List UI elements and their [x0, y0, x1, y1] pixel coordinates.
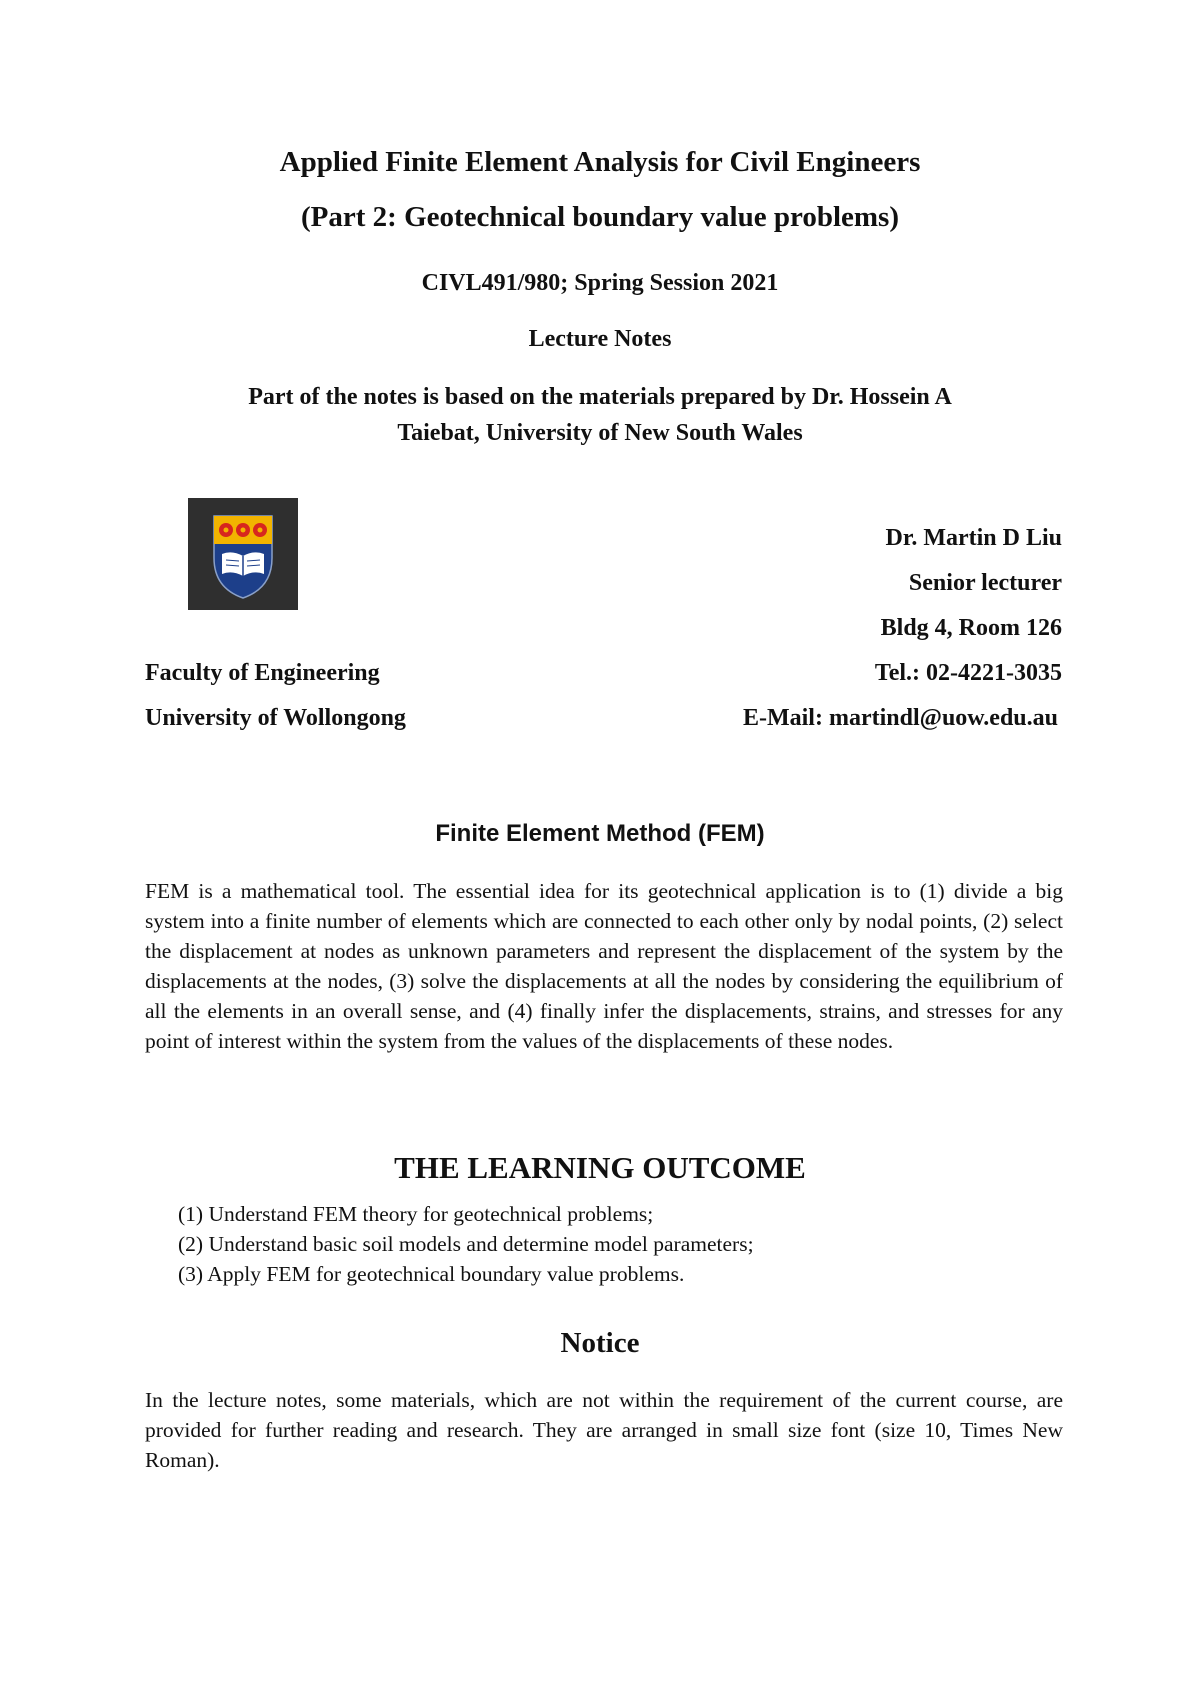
- lecturer-office: Bldg 4, Room 126: [880, 615, 1062, 641]
- lecturer-position: Senior lecturer: [908, 570, 1062, 596]
- course-code: CIVL491/980; Spring Session 2021: [421, 270, 779, 296]
- prepared-by-line-2: Taiebat, University of New South Wales: [397, 420, 803, 446]
- fem-heading: Finite Element Method (FEM): [435, 820, 765, 847]
- list-item: (1) Understand FEM theory for geotechnical problems;: [178, 1202, 654, 1226]
- university-name: University of Wollongong: [145, 705, 406, 731]
- lecturer-name: Dr. Martin D Liu: [885, 525, 1062, 551]
- fem-description: FEM is a mathematical tool. The essential idea for its geotechnical application is to (1) divide a big system into a finite number of elements which are connected to each other only by nodal points, (2) select the displacement at nodes as unknown parameters and represent the displacement of the system by the displacements at the nodes, (3) solve the displacements at all the nodes by considering the equilibrium of all the elements in an overall sense, and (4) finally infer the displacements, strains, and stresses for any point of interest within the system from the values of the displacements of these nodes.: [145, 879, 1063, 1053]
- prepared-by-note: [170, 379, 1030, 451]
- faculty-name: Faculty of Engineering: [145, 660, 380, 686]
- university-logo: [188, 498, 298, 610]
- list-item: (3) Apply FEM for geotechnical boundary value problems.: [178, 1262, 685, 1286]
- notice-text: In the lecture notes, some materials, which are not within the requirement of the current course, are provided for further reading and research. They are arranged in small size font (size 10, Times New Roman).: [145, 1388, 1063, 1472]
- learning-outcome-heading: THE LEARNING OUTCOME: [394, 1150, 806, 1185]
- university-crest-icon: [188, 498, 298, 610]
- prepared-by-line-1: Part of the notes is based on the materials prepared by Dr. Hossein A: [248, 384, 952, 410]
- learning-outcome-list: [178, 1199, 1078, 1289]
- notice-heading: Notice: [560, 1327, 640, 1359]
- list-item: (2) Understand basic soil models and determine model parameters;: [178, 1232, 754, 1256]
- lecturer-phone: Tel.: 02-4221-3035: [874, 660, 1062, 686]
- lecturer-email: E-Mail: martindl@uow.edu.au: [742, 705, 1058, 731]
- document-type: Lecture Notes: [528, 326, 672, 352]
- document-subtitle: (Part 2: Geotechnical boundary value problems): [301, 201, 899, 233]
- document-title: Applied Finite Element Analysis for Civil Engineers: [279, 146, 921, 178]
